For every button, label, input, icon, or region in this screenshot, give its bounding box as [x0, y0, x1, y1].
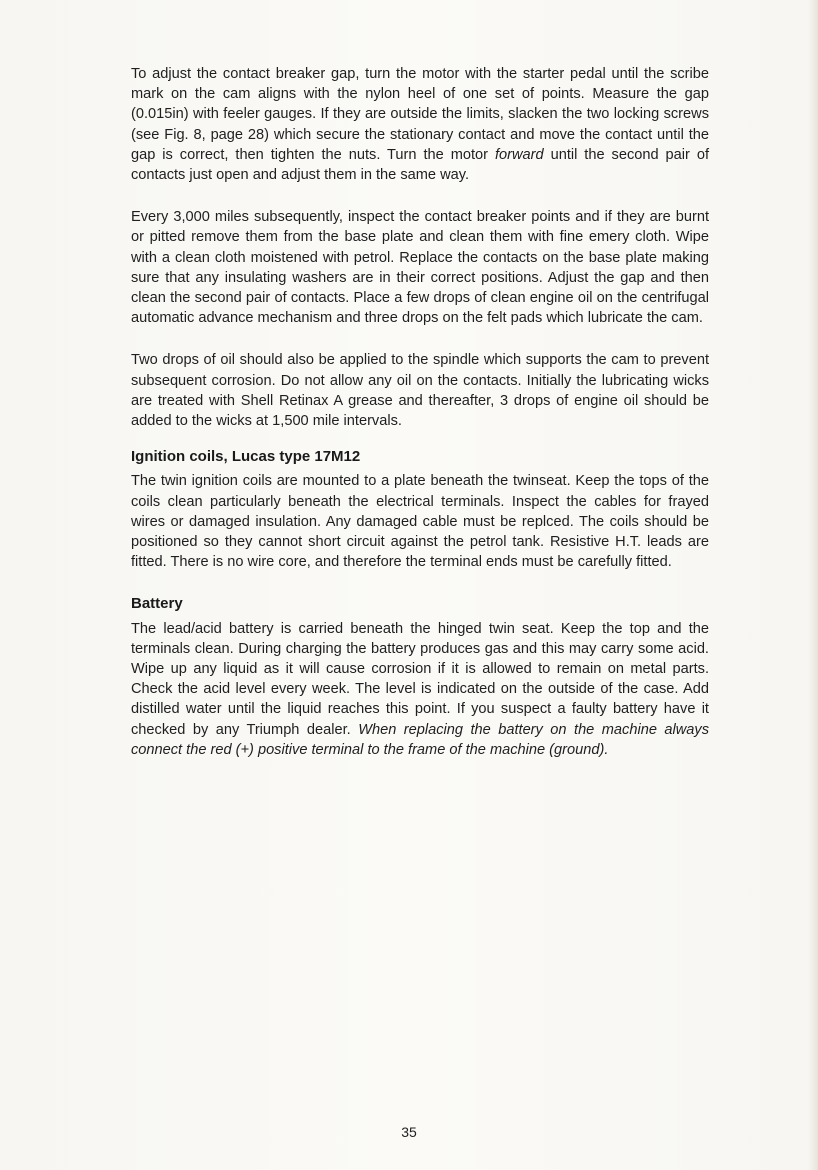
- battery-warning: When replacing the battery on the machine always connect the red (+) positive terminal to the frame of the machine (ground).: [131, 721, 710, 758]
- paragraph-oil-spindle: Two drops of oil should also be applied to the spindle which supports the cam to prevent subsequent corrosion. Do not allow any oil on the contacts. Initially the lubricating wicks are treated with Shell Retinax A grease and thereafter, 3 drops of engine oil should be added to the wicks at 1,500 mile intervals.: [131, 352, 709, 430]
- paragraph-battery: [131, 619, 709, 760]
- paragraph-text: The lead/acid battery is carried beneath the hinged twin seat. Keep the top and the terminals clean. During charging the battery produces gas and this may carry some acid. Wipe up any liquid as it will cause corrosion if it is allowed to remain on metal parts. Check the acid level every week. The level is indicated on the outside of the case. Add distilled water until the liquid reaches this point. If you suspect a faulty battery have it checked by any Triumph dealer.: [131, 620, 709, 738]
- page-edge-shadow: [808, 0, 818, 1170]
- paragraph-text: until the second pair of contacts just open and adjust them in the same way.: [131, 146, 710, 184]
- paragraph-ignition-coils: The twin ignition coils are mounted to a plate beneath the twinseat. Keep the tops of the coils clean particularly beneath the electrical terminals. Inspect the cables for frayed wires or damaged insulation. Any damaged cable must be replced. The coils should be positioned so they cannot short circuit against the petrol tank. Resistive H.T. leads are fitted. There is no wire core, and therefore the terminal ends must be carefully fitted.: [131, 473, 709, 571]
- emphasis-forward: forward: [494, 146, 544, 163]
- heading-ignition-coils: Ignition coils, Lucas type 17M12: [131, 448, 361, 466]
- paragraph-text: To adjust the contact breaker gap, turn the motor with the starter pedal until the scribe mark on the cam aligns with the nylon heel of one set of points. Measure the gap (0.015in) with feeler gauges. If they are outside the limits, slacken the two locking screws (see Fig. 8, page 28) which secure the stationary contact and move the contact until the gap is correct, then tighten the nuts. Turn the motor: [131, 66, 709, 163]
- paragraph-contact-maintenance: Every 3,000 miles subsequently, inspect the contact breaker points and if they are burnt or pitted remove them from the base plate and clean them with fine emery cloth. Wipe with a clean cloth moistened with petrol. Replace the contacts on the base plate making sure that any insulating washers are in their correct positions. Adjust the gap and then clean the second pair of contacts. Place a few drops of clean engine oil on the centrifugal automatic advance mechanism and three drops on the felt pads which lubricate the cam.: [131, 209, 709, 327]
- heading-battery: Battery: [131, 595, 183, 613]
- page-content: [131, 64, 709, 782]
- paragraph-contact-breaker-gap: [131, 64, 709, 185]
- page-number: 35: [401, 1124, 417, 1140]
